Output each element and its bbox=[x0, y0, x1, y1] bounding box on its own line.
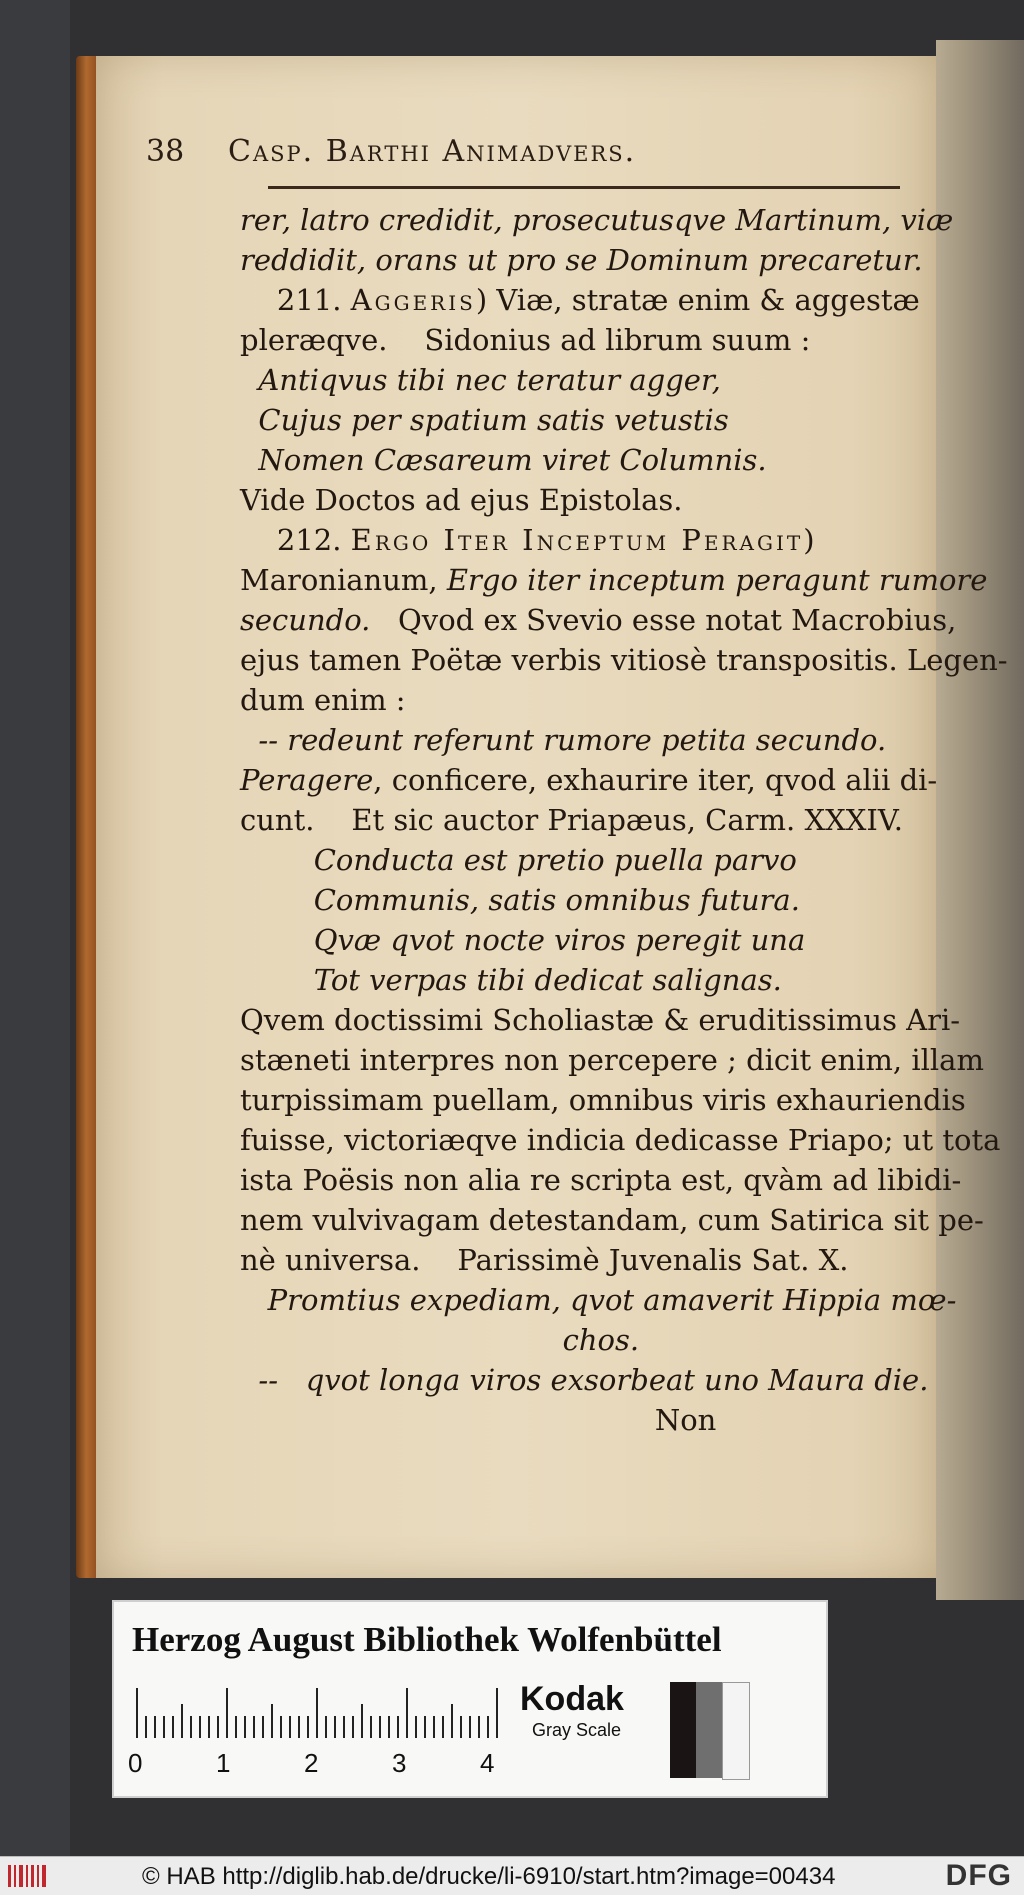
ruler-tick bbox=[307, 1716, 309, 1738]
text-line bbox=[240, 840, 797, 880]
text-segment: secundo. bbox=[240, 603, 371, 637]
text-segment: 211. bbox=[240, 283, 351, 317]
text-line bbox=[240, 360, 721, 400]
ruler-tick bbox=[316, 1688, 318, 1738]
text-segment: reddidit, orans ut pro se Dominum precaretur. bbox=[240, 243, 923, 277]
scale-number: 3 bbox=[392, 1748, 407, 1778]
running-head-title: Casp. Barthi Animadvers. bbox=[228, 134, 637, 169]
text-segment: , conficere, exhaurire iter, qvod alii di- bbox=[373, 763, 938, 797]
text-line bbox=[240, 1280, 956, 1320]
text-line bbox=[240, 1320, 639, 1360]
text-line bbox=[240, 760, 937, 800]
dfg-logo: DFG bbox=[945, 1859, 1012, 1892]
text-line bbox=[240, 1000, 960, 1040]
text-segment: fuisse, victoriæqve indicia dedicasse Priapo; ut tota bbox=[240, 1123, 1001, 1157]
gray-scale-label: Gray Scale bbox=[532, 1720, 622, 1740]
text-segment: Non bbox=[240, 1403, 717, 1437]
text-segment: -- qvot longa viros exsorbeat uno Maura die. bbox=[240, 1363, 929, 1397]
text-segment: 212. bbox=[240, 523, 351, 557]
text-line bbox=[240, 1400, 716, 1440]
page-number: 38 bbox=[146, 134, 185, 169]
ruler-tick bbox=[289, 1716, 291, 1738]
ruler-tick bbox=[226, 1688, 228, 1738]
ruler-tick bbox=[343, 1716, 345, 1738]
text-segment: Peragere bbox=[240, 763, 374, 797]
scan-background bbox=[0, 0, 70, 1856]
ruler-tick bbox=[253, 1716, 255, 1738]
text-segment: nem vulvivagam detestandam, cum Satirica sit pe- bbox=[240, 1203, 984, 1237]
ruler-tick bbox=[460, 1716, 462, 1738]
facing-page-edge bbox=[936, 40, 1024, 1600]
text-line bbox=[240, 640, 1008, 680]
text-line bbox=[240, 960, 782, 1000]
barcode-icon bbox=[8, 1863, 48, 1889]
text-line bbox=[240, 280, 920, 320]
text-segment: Ergo iter inceptum peragunt rumore bbox=[446, 563, 988, 597]
ruler-tick bbox=[379, 1716, 381, 1738]
text-segment: Aggeris bbox=[350, 283, 476, 317]
text-line bbox=[240, 1080, 966, 1120]
gray-swatch-mid bbox=[696, 1682, 722, 1778]
text-segment: ) Viæ, stratæ enim & aggestæ bbox=[475, 283, 920, 317]
text-segment: cunt. Et sic auctor Priapæus, Carm. XXXIV. bbox=[240, 803, 903, 837]
ruler-tick bbox=[136, 1688, 138, 1738]
ruler-tick bbox=[181, 1704, 183, 1738]
ruler-tick bbox=[433, 1716, 435, 1738]
footer-bar bbox=[0, 1856, 1024, 1895]
text-segment: ) bbox=[803, 523, 815, 557]
text-segment: ejus tamen Poëtæ verbis vitiosè transpositis. Legen- bbox=[240, 643, 1008, 677]
text-segment: Antiqvus tibi nec teratur agger, bbox=[240, 363, 721, 397]
text-segment: -- redeunt referunt rumore petita secundo. bbox=[240, 723, 887, 757]
text-segment: Qvæ qvot nocte viros peregit una bbox=[240, 923, 806, 957]
text-segment: Qvod ex Svevio esse notat Macrobius, bbox=[370, 603, 957, 637]
text-line bbox=[240, 200, 953, 240]
text-line bbox=[240, 560, 987, 600]
text-line bbox=[240, 1240, 849, 1280]
ruler-tick bbox=[145, 1716, 147, 1738]
text-line bbox=[240, 440, 767, 480]
ruler-tick bbox=[163, 1716, 165, 1738]
ruler-tick bbox=[154, 1716, 156, 1738]
ruler-tick bbox=[172, 1716, 174, 1738]
ruler-tick bbox=[406, 1688, 408, 1738]
ruler-tick bbox=[478, 1716, 480, 1738]
text-line bbox=[240, 1160, 961, 1200]
text-segment: turpissimam puellam, omnibus viris exhauriendis bbox=[240, 1083, 966, 1117]
text-line bbox=[240, 800, 903, 840]
ruler-tick bbox=[361, 1704, 363, 1738]
scale-number: 0 bbox=[128, 1748, 143, 1778]
kodak-brand: Kodak bbox=[520, 1680, 624, 1718]
gray-swatch-black bbox=[670, 1682, 696, 1778]
ruler-tick bbox=[370, 1716, 372, 1738]
ruler-tick bbox=[388, 1716, 390, 1738]
ruler-tick bbox=[496, 1688, 498, 1738]
ruler-tick bbox=[424, 1716, 426, 1738]
text-segment: Conducta est pretio puella parvo bbox=[240, 843, 797, 877]
text-line bbox=[240, 680, 406, 720]
text-line bbox=[240, 1040, 984, 1080]
ruler-tick bbox=[469, 1716, 471, 1738]
text-segment: Qvem doctissimi Scholiastæ & eruditissimus Ari- bbox=[240, 1003, 961, 1037]
scale-number: 4 bbox=[480, 1748, 495, 1778]
text-segment: stæneti interpres non percepere ; dicit enim, illam bbox=[240, 1043, 984, 1077]
scale-number: 2 bbox=[304, 1748, 319, 1778]
ruler-tick bbox=[325, 1716, 327, 1738]
text-line bbox=[240, 1200, 984, 1240]
ruler-tick bbox=[415, 1716, 417, 1738]
library-name: Herzog August Bibliothek Wolfenbüttel bbox=[132, 1620, 722, 1659]
ruler-tick bbox=[334, 1716, 336, 1738]
text-segment: Promtius expediam, qvot amaverit Hippia mœ- bbox=[240, 1283, 957, 1317]
text-line bbox=[240, 240, 923, 280]
ruler-tick bbox=[352, 1716, 354, 1738]
text-line bbox=[240, 1120, 1000, 1160]
running-head bbox=[146, 128, 846, 168]
text-segment: Vide Doctos ad ejus Epistolas. bbox=[240, 483, 683, 517]
ruler-tick bbox=[235, 1716, 237, 1738]
scale-number: 1 bbox=[216, 1748, 231, 1778]
text-segment: pleræqve. Sidonius ad librum suum : bbox=[240, 323, 811, 357]
head-rule bbox=[268, 186, 900, 189]
text-line bbox=[240, 720, 886, 760]
text-segment: dum enim : bbox=[240, 683, 406, 717]
text-segment: Tot verpas tibi dedicat salignas. bbox=[240, 963, 782, 997]
text-segment: Maronianum, bbox=[240, 563, 447, 597]
ruler-tick bbox=[271, 1704, 273, 1738]
gray-swatch-white bbox=[722, 1682, 750, 1780]
text-segment: Nomen Cæsareum viret Columnis. bbox=[240, 443, 767, 477]
text-segment: chos. bbox=[240, 1323, 640, 1357]
library-label-card bbox=[112, 1600, 828, 1798]
scale-ruler bbox=[136, 1686, 506, 1738]
text-line bbox=[240, 520, 815, 560]
text-segment: Cujus per spatium satis vetustis bbox=[240, 403, 729, 437]
text-segment: ista Poësis non alia re scripta est, qvàm ad libidi- bbox=[240, 1163, 962, 1197]
text-line bbox=[240, 600, 956, 640]
text-line bbox=[240, 320, 810, 360]
ruler-tick bbox=[298, 1716, 300, 1738]
text-line bbox=[240, 480, 683, 520]
ruler-tick bbox=[487, 1716, 489, 1738]
text-segment: Communis, satis omnibus futura. bbox=[240, 883, 800, 917]
ruler-tick bbox=[280, 1716, 282, 1738]
ruler-tick bbox=[199, 1716, 201, 1738]
ruler-tick bbox=[442, 1716, 444, 1738]
ruler-tick bbox=[451, 1704, 453, 1738]
ruler-tick bbox=[208, 1716, 210, 1738]
text-line bbox=[240, 920, 805, 960]
text-line bbox=[240, 400, 729, 440]
ruler-tick bbox=[262, 1716, 264, 1738]
text-line bbox=[240, 1360, 928, 1400]
text-segment: rer, latro credidit, prosecutusqve Martinum, viæ bbox=[240, 203, 954, 237]
text-segment: nè universa. Parissimè Juvenalis Sat. X. bbox=[240, 1243, 849, 1277]
ruler-tick bbox=[190, 1716, 192, 1738]
text-segment: Ergo Iter Inceptum Peragit bbox=[350, 523, 804, 557]
ruler-tick bbox=[397, 1716, 399, 1738]
copyright-link[interactable]: © HAB http://diglib.hab.de/drucke/li-6910/start.htm?image=00434 bbox=[142, 1863, 836, 1890]
ruler-tick bbox=[217, 1716, 219, 1738]
ruler-tick bbox=[244, 1716, 246, 1738]
text-line bbox=[240, 880, 800, 920]
